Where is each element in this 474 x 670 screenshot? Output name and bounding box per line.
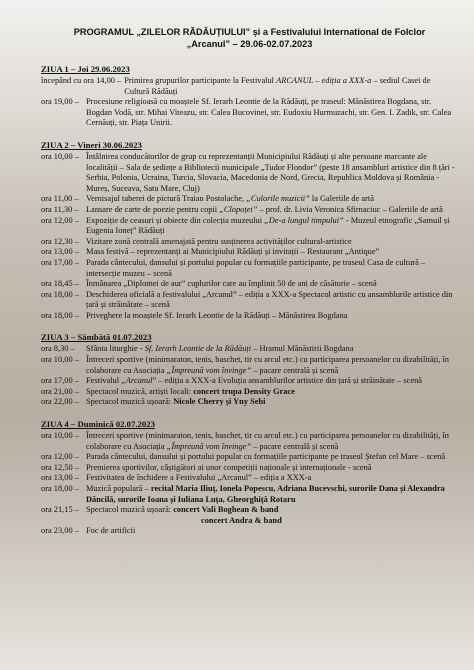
- day-heading: ZIUA 1 – Joi 29.06.2023: [41, 64, 130, 74]
- event-text: „De-a lungul timpului”: [264, 215, 344, 225]
- program-title: [41, 26, 456, 50]
- schedule-event: [41, 397, 456, 408]
- event-description: [86, 387, 456, 398]
- event-description: [86, 526, 456, 537]
- event-description: [86, 290, 456, 311]
- event-text: Procesiune religioasă cu moaștele Sf. Ierarh Leontie de la Rădăuți, pe traseul: Mănăstirea Bogdana, str. Bogdan Vodă, str. Mihai Viteazu, str. Calea Bucovinei, str. Eudoxiu Hurmuzachi, str. Gen. I. Zadik, str. Calea Cernăuți, str. Piața Unirii.: [86, 97, 452, 128]
- schedule-event: [41, 387, 456, 398]
- event-time: ora 13,00 –: [41, 473, 79, 483]
- schedule-event: [41, 376, 456, 387]
- event-text: – Hramul Mănăstirii Bogdana: [251, 344, 354, 354]
- event-text: - Muzeul etnografic „Samuil și Eugenia Ioneț” Rădăuți: [86, 215, 450, 236]
- schedule-event: [41, 247, 456, 258]
- event-description: [86, 97, 456, 129]
- schedule-days: [41, 64, 456, 537]
- event-time: ora 10,00 –: [41, 355, 79, 365]
- schedule-event: [41, 194, 456, 205]
- event-description: [86, 194, 456, 205]
- schedule-event: [41, 463, 456, 474]
- schedule-event: [41, 344, 456, 355]
- schedule-event: [41, 311, 456, 322]
- event-text: – pacare centrală și scenă: [251, 365, 339, 375]
- schedule-event: [41, 505, 456, 516]
- event-text: „Clopoței”: [219, 204, 258, 214]
- day-heading: ZIUA 3 – Sâmbătă 01.07.2023: [41, 332, 152, 343]
- event-description: [86, 397, 456, 408]
- event-time: ora 21,15 –: [41, 505, 79, 515]
- schedule-event: [41, 452, 456, 463]
- event-text: Festivalul: [86, 376, 122, 386]
- day-section: [41, 332, 456, 408]
- event-time: ora 13,00 –: [41, 247, 79, 257]
- event-text: Vizitare zonă centrală amenajată pentru susținerea activităților cultural-artistice: [86, 236, 352, 246]
- event-description: [86, 505, 456, 516]
- event-time: începând cu ora 14,00 –: [41, 76, 122, 85]
- event-text: Spectacol muzică ușoară:: [86, 397, 174, 407]
- schedule-event: [41, 76, 456, 97]
- event-time: ora 11,30 –: [41, 204, 79, 214]
- event-description: [86, 452, 456, 463]
- event-time: ora 12,00 –: [41, 452, 79, 462]
- event-time: ora 12,50 –: [41, 462, 79, 472]
- event-text: ARCANUL – ediția a XXX-a: [276, 76, 372, 85]
- event-text: Deschiderea oficială a festivalului „Arcanul” – ediția a XXX-a Spectacol artistic cu ansamblurile artistice din țară și străinătate – scenă: [86, 289, 453, 310]
- schedule-event: [41, 526, 456, 537]
- event-text: Parada cântecului, dansului și portului popular cu formațiile participante, pe traseul Casa de cultură – intersecție muzeu – scenă: [86, 257, 426, 278]
- event-time: ora 12,30 –: [41, 236, 79, 246]
- event-time: ora 19,00 –: [41, 97, 79, 107]
- schedule-event: [41, 152, 456, 194]
- event-text: Priveghere la moaștele Sf. Ierarh Leontie de la Rădăuți – Mănăstirea Bogdana: [86, 310, 348, 320]
- event-text: concert Vali Boghean & band: [173, 505, 279, 515]
- event-description: [86, 279, 456, 290]
- event-text: Întreceri sportive (minimaraton, tenis, baschet, tir cu arcul etc.) cu participarea persoanelor cu dizabilități, în colaborare cu Asociația: [86, 431, 449, 451]
- event-text: ” – ediția a XXX-a Evoluția ansamblurilor artistice din țară și străinătate – scenă: [152, 376, 422, 386]
- event-description: [86, 484, 456, 505]
- event-text: Întâlnirea conducătorilor de grup cu reprezentanții Municipiului Rădăuți și alte persoane marcante ale localității – Sala de ședințe a Bibliotecii municipale „Tudor Flondor” (peste 18 ansambluri artistice din 8 țări - Serbia, Polonia, Ucraina, Turcia, Slovacia, Macedonia de Nord, Grecia, Republica Moldova și România - Mureș, Suceava, Satu Mare, Cluj): [86, 151, 455, 193]
- event-time: ora 11,00 –: [41, 194, 79, 204]
- schedule-event: [41, 484, 456, 505]
- event-description: [86, 311, 456, 322]
- event-text: Masa festivă – reprezentanți ai Municipiului Rădăuți și invitații – Restaurant „Antique”: [86, 247, 380, 257]
- event-time: ora 22,00 –: [41, 397, 79, 407]
- event-text: Expoziție de ceasuri și obiecte din colecția muzeului: [86, 215, 265, 225]
- event-extra-line: concert Andra & band: [201, 515, 282, 525]
- event-time: ora 18,00 –: [41, 484, 79, 493]
- event-time: ora 10,00 –: [41, 431, 79, 441]
- day-section: [41, 64, 456, 129]
- event-text: Lansare de carte de poezie pentru copii: [86, 204, 220, 214]
- event-text: Vernisajul taberei de pictură Traian Postolache,: [86, 194, 247, 204]
- event-time: ora 18,00 –: [41, 289, 79, 299]
- event-text: – sediul Casei de Cultură Rădăuți: [124, 76, 431, 96]
- event-time: ora 23,00 –: [41, 526, 79, 536]
- event-text: – pacare centrală și scenă: [251, 441, 339, 451]
- event-description: [86, 376, 456, 387]
- event-time: ora 18,45 –: [41, 279, 79, 289]
- event-text: „Împreună vom învinge”: [166, 365, 252, 375]
- event-time: ora 12,00 –: [41, 215, 79, 225]
- event-description: [124, 76, 456, 97]
- schedule-event: [41, 431, 456, 452]
- event-text: Întreceri sportive (minimaraton, tenis, baschet, tir cu arcul etc.) cu participarea persoanelor cu dizabilități, în colaborare cu Asociația: [86, 355, 449, 375]
- event-description: [86, 463, 456, 474]
- event-text: Premierea sportivilor, câștigători ai unor competiții naționale și internaționale - scenă: [86, 462, 372, 472]
- event-text: „Culorile muzicii”: [246, 194, 310, 204]
- event-text: „Împreună vom învinge”: [166, 441, 252, 451]
- schedule-event: [41, 237, 456, 248]
- event-text: Spectacol muzică ușoară:: [86, 505, 174, 515]
- day-heading: ZIUA 2 – Vineri 30.06.2023: [41, 139, 142, 150]
- schedule-event: [41, 279, 456, 290]
- event-text: concert trupa Density Grace: [193, 386, 295, 396]
- event-time: ora 10,00 –: [41, 151, 79, 161]
- event-time: ora 21,00 –: [41, 386, 79, 396]
- event-text: Foc de artificii: [86, 526, 136, 536]
- event-description: [86, 431, 456, 452]
- event-description: [86, 258, 456, 279]
- event-description: [86, 473, 456, 484]
- schedule-event: [41, 216, 456, 237]
- schedule-event: [41, 97, 456, 129]
- event-text: la Galeriile de artă: [309, 194, 374, 204]
- event-text: recital Maria Iliuț, Ionela Popescu, Adriana Bucevschi, surorile Dana și Alexandra Dăncilă, surorile Ioana și Iuliana Luța, Gheorghiță Rotaru: [86, 484, 445, 504]
- event-time: ora 17,00 –: [41, 376, 79, 386]
- schedule-event: [41, 473, 456, 484]
- event-text: – prof. dr. Livia Veronica Sfirnaciuc – Galeriile de artă: [257, 204, 443, 214]
- event-text: Muzică populară –: [86, 484, 151, 493]
- schedule-event: [41, 258, 456, 279]
- schedule-event: [41, 205, 456, 216]
- day-heading: ZIUA 4 – Duminică 02.07.2023: [41, 419, 155, 430]
- event-description: [86, 205, 456, 216]
- day-section: [41, 419, 456, 537]
- event-text: Festivitatea de închidere a Festivalului „Arcanul” – ediția a XXX-a: [86, 473, 312, 483]
- day-section: [41, 140, 456, 322]
- event-description: [86, 152, 456, 194]
- event-text: Primirea grupurilor participante la Festivalul: [124, 76, 277, 85]
- event-text: Parada cântecului, dansului și portului popular cu formațiile participante pe traseul Ștefan cel Mare – scenă: [86, 452, 446, 462]
- event-text: Sfânta liturghie -: [86, 344, 145, 354]
- event-time: ora 18,00 –: [41, 310, 79, 320]
- event-text: Înmânarea „Diplomei de aur” cuplurilor care au împlinit 50 de ani de căsătorie – scenă: [86, 279, 377, 289]
- schedule-event: [41, 290, 456, 311]
- event-text: Sf. Ierarh Leontie de la Rădăuți: [144, 344, 252, 354]
- event-description: [86, 247, 456, 258]
- event-description: [86, 355, 456, 376]
- event-text: „Arcanul: [121, 376, 153, 386]
- event-text: Nicole Cherry și Yny Sebi: [173, 397, 266, 407]
- title-line-2: „Arcanul” – 29.06-02.07.2023: [186, 39, 313, 49]
- title-line-1: PROGRAMUL „ZILELOR RĂDĂUȚIULUI” și a Festivalului International de Folclor: [73, 27, 426, 37]
- event-description: [86, 216, 456, 237]
- event-description: [86, 237, 456, 248]
- event-description: [86, 344, 456, 355]
- event-time: ora 17,00 –: [41, 257, 79, 267]
- schedule-event: [41, 355, 456, 376]
- event-time: ora 8,30 –: [41, 344, 75, 354]
- event-text: Spectacol muzică, artiști locali:: [86, 386, 194, 396]
